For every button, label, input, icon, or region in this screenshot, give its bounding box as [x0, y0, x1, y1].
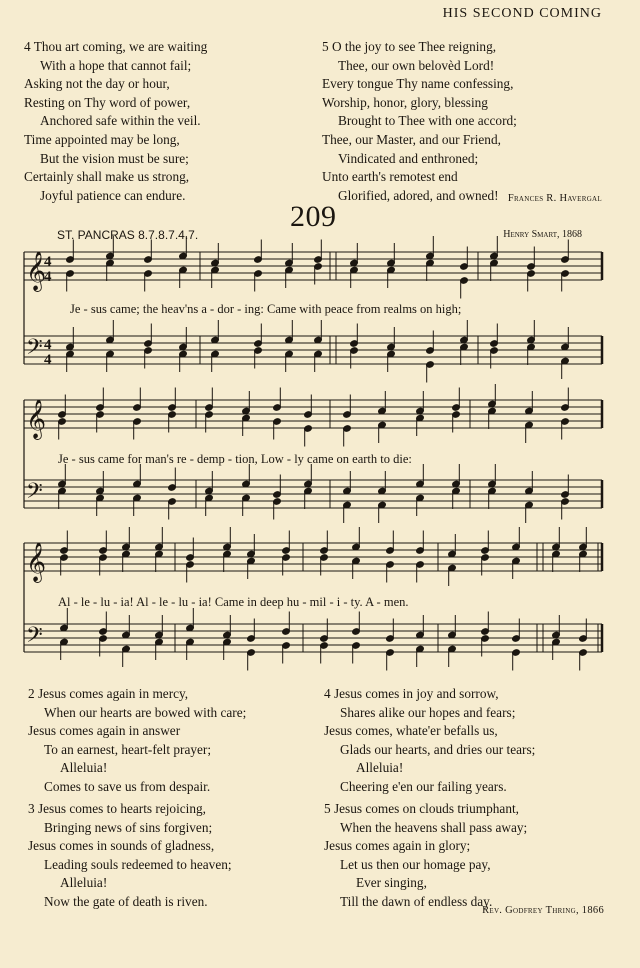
stanza-line: Asking not the day or hour,	[24, 76, 170, 92]
stanza-line: Alleluia!	[60, 760, 108, 776]
svg-text:𝄢: 𝄢	[26, 623, 43, 653]
stanza-line: Alleluia!	[60, 875, 108, 891]
time-sig-bottom-bass: 4	[44, 352, 52, 368]
stanza-line: Unto earth's remotest end	[322, 169, 458, 185]
stanza-3	[28, 800, 232, 912]
stanza-line: Cheering e'en our failing years.	[340, 778, 507, 794]
time-sig-top-treble: 4	[44, 254, 52, 270]
stanza-4	[324, 685, 535, 797]
stanza-line: Glorified, adored, and owned!	[338, 187, 499, 203]
stanza-line: Alleluia!	[356, 760, 404, 776]
stanza-line: Every tongue Thy name confessing,	[322, 76, 514, 92]
stanza-line: To an earnest, heart-felt prayer;	[44, 741, 212, 757]
stanza-line: Vindicated and enthroned;	[338, 150, 479, 166]
stanza-line: Till the dawn of endless day.	[340, 893, 493, 909]
stanza-line: But the vision must be sure;	[40, 150, 189, 166]
stanza-5	[324, 800, 527, 912]
stanza-line: Jesus comes again in answer	[28, 723, 181, 739]
lyric-line-2: Je - sus came for man's re - demp - tion, Low - ly came on earth to die:	[58, 452, 412, 466]
stanza-line: 4 Jesus comes in joy and sorrow,	[324, 686, 499, 701]
stanza-line: Jesus comes again in glory;	[324, 838, 471, 854]
time-sig-top-bass: 4	[44, 337, 52, 353]
stanza-line: Jesus comes in sounds of gladness,	[28, 838, 215, 854]
svg-text:𝄞: 𝄞	[26, 251, 47, 291]
lyric-line-1: Je - sus came; the heav'ns a - dor - ing: Came with peace from realms on high;	[70, 302, 462, 316]
time-sig-bottom-treble: 4	[44, 269, 52, 285]
stanza-line: Brought to Thee with one accord;	[338, 113, 517, 129]
svg-text:𝄢: 𝄢	[26, 479, 43, 509]
stanza-line: When our hearts are bowed with care;	[44, 704, 247, 720]
stanza-line: Joyful patience can endure.	[40, 187, 186, 203]
stanza-line: 5 O the joy to see Thee reigning,	[322, 39, 497, 54]
stanza-line: Let us then our homage pay,	[340, 856, 491, 872]
svg-text:𝄞: 𝄞	[26, 542, 47, 582]
stanza-line: 5 Jesus comes on clouds triumphant,	[324, 801, 519, 816]
author-attribution-top: Frances R. Havergal	[507, 193, 602, 204]
composer-attribution: Henry Smart, 1868	[503, 229, 582, 240]
stanza-line: Comes to save us from despair.	[44, 778, 211, 794]
stanza-2	[28, 685, 246, 797]
stanza-line: Ever singing,	[356, 875, 427, 891]
author-attribution-bottom: Rev. Godfrey Thring, 1866	[482, 905, 604, 916]
stanza-line: With a hope that cannot fail;	[40, 57, 192, 73]
stanza-line: Time appointed may be long,	[24, 131, 180, 147]
stanza-line: Glads our hearts, and dries our tears;	[340, 741, 536, 757]
stanza-line: Bringing news of sins forgiven;	[44, 819, 213, 835]
hymn-number: 209	[290, 200, 337, 233]
stanza-line: Resting on Thy word of power,	[24, 94, 191, 110]
stanza-line: 4 Thou art coming, we are waiting	[24, 39, 208, 54]
time-signature	[44, 254, 52, 368]
stanza-line: Thee, our Master, and our Friend,	[322, 131, 501, 147]
stanza-line: When the heavens shall pass away;	[340, 819, 528, 835]
svg-text:𝄞: 𝄞	[26, 399, 47, 439]
running-header: HIS SECOND COMING	[442, 6, 602, 21]
stanza-line: 3 Jesus comes to hearts rejoicing,	[28, 801, 206, 816]
stanza-line: Thee, our own belovèd Lord!	[338, 57, 495, 73]
stanza-line: Anchored safe within the veil.	[40, 113, 201, 129]
stanza-line: Leading souls redeemed to heaven;	[44, 856, 232, 872]
lyric-line-3: Al - le - lu - ia! Al - le - lu - ia! Came in deep hu - mil - i - ty. A - men.	[58, 595, 409, 609]
stanza-line: Jesus comes, whate'er befalls us,	[324, 723, 498, 739]
stanza-line: Shares alike our hopes and fears;	[340, 704, 516, 720]
stanza-line: Now the gate of death is riven.	[44, 893, 208, 909]
svg-text:𝄢: 𝄢	[26, 335, 43, 365]
stanza-line: Certainly shall make us strong,	[24, 169, 190, 185]
stanza-line: Worship, honor, glory, blessing	[322, 94, 488, 110]
clefs	[26, 251, 46, 653]
tune-name: ST. PANCRAS 8.7.8.7.4.7.	[57, 228, 199, 242]
stanza-line: 2 Jesus comes again in mercy,	[28, 686, 189, 701]
